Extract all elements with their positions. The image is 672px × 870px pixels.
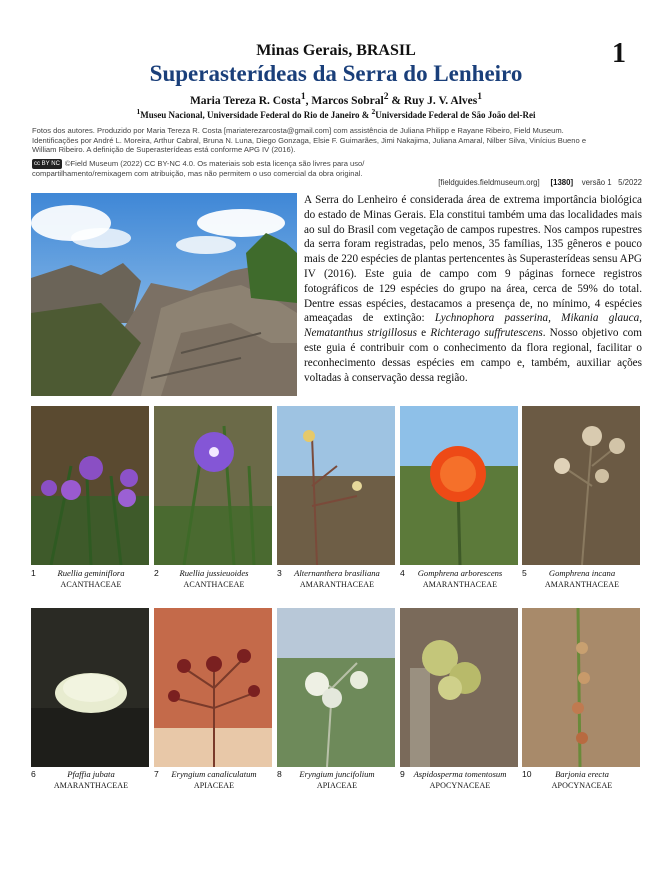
species-family: APIACEAE <box>193 781 235 790</box>
species-photo <box>31 608 149 767</box>
affil-sup: 1 <box>136 107 141 116</box>
species-family: APOCYNACEAE <box>429 781 491 790</box>
species-name: Ruellia jussieuoides <box>179 568 249 578</box>
species-family: ACANTHACEAE <box>183 580 245 589</box>
species-photo <box>277 608 395 767</box>
species-family: AMARANTHACEAE <box>544 580 620 589</box>
species-name: Gomphrena arborescens <box>417 568 503 578</box>
guide-date: 5/2022 <box>618 178 642 187</box>
species-number: 8 <box>277 769 282 779</box>
credits-line: William Ribeiro. A definição de Superasterídeas está conforme APG IV (2016). <box>32 145 296 155</box>
intro-text: A Serra do Lenheiro é considerada área de extrema importância biológica do estado de Minas Gerais. Ela constitui também uma das localidades mais ao sul do Brasil com vegetação de campos rupestres. Nos campos rupestres da serra foram registradas, pelo menos, 35 famílias, 135 gêneros e pouco mais de 220 espécies de plantas pertencentes às Superasterídeas sensu APG IV (2016). Este guia de campo com 9 páginas fornece registros fotográficos de 129 espécies do grupo na área, cerca de 59% do total. Dentre essas espécies, destacamos a presença de, no mínimo, 4 espécies ameaçadas de extinção: <box>304 194 643 325</box>
authors-line <box>0 91 672 107</box>
author-affil-sup: 1 <box>477 91 483 102</box>
species-name: Gomphrena incana <box>548 568 616 578</box>
species-caption <box>31 769 151 791</box>
page-title: Superasterídeas da Serra do Lenheiro <box>149 61 523 86</box>
page-number: 1 <box>612 38 626 69</box>
species-name: Eryngium juncifolium <box>299 769 375 779</box>
intro-paragraph <box>304 193 642 385</box>
intro-text: . Nosso objetivo com este guia é contribuir com o conhecimento da flora regional, facilitar o reconhecimento dessas espécies em campo e, também, auxiliar ações voltadas à conservação dessa região. <box>304 327 642 384</box>
species-caption <box>400 769 520 791</box>
author-affil-sup: 2 <box>383 91 389 102</box>
species-number: 7 <box>154 769 159 779</box>
species-name: Barjonia erecta <box>555 769 609 779</box>
guide-id: [1380] <box>550 178 574 187</box>
species-photo <box>400 406 518 565</box>
species-photo <box>154 406 272 565</box>
species-family: APOCYNACEAE <box>551 781 613 790</box>
species-number: 4 <box>400 568 405 578</box>
credits-line: Fotos dos autores. Produzido por Maria Tereza R. Costa [mariaterezarcosta@gmail.com] com assistência de Juliana Philipp e Rayane Ribeiro, Field Museum. <box>32 126 564 135</box>
species-photo <box>400 608 518 767</box>
species-number: 5 <box>522 568 527 578</box>
species-name: Aspidosperma tomentosum <box>413 769 507 779</box>
threatened-species: Richterago suffrutescens <box>430 327 543 340</box>
species-name: Alternanthera brasiliana <box>294 568 380 578</box>
author-separator: , <box>305 94 312 107</box>
license-block <box>32 159 642 179</box>
species-caption <box>31 568 151 590</box>
guide-info <box>400 178 642 187</box>
credits-line: Identificações por André L. Moreira, Arthur Cabral, Bruna N. Luna, Diego Gonzaga, Elsie F. Guimarães, Jimi Nakajima, Juliana Amaral, Nilber Silva, Vinícius Bueno e <box>32 135 587 145</box>
region-heading: Minas Gerais, BRASIL <box>256 42 416 59</box>
affil-text: Universidade Federal de São João del-Rei <box>375 110 536 120</box>
species-caption <box>522 769 642 791</box>
species-caption <box>400 568 520 590</box>
species-caption <box>277 769 397 791</box>
license-text: compartilhamento/remixagem com atribuição, mas não permitem o uso comercial da obra original. <box>32 169 363 178</box>
species-family: AMARANTHACEAE <box>299 580 375 589</box>
landscape-photo <box>31 193 297 396</box>
species-photo <box>154 608 272 767</box>
credits-block <box>32 126 642 155</box>
species-family: AMARANTHACEAE <box>53 781 129 790</box>
species-caption <box>522 568 642 590</box>
species-number: 3 <box>277 568 282 578</box>
species-name: Eryngium canaliculatum <box>171 769 257 779</box>
guide-version: versão 1 <box>581 178 612 187</box>
cc-license-icon: cc BY NC <box>34 161 60 167</box>
affiliations-line <box>0 107 672 120</box>
affil-text: Museu Nacional, Universidade Federal do Rio de Janeiro & <box>140 110 372 120</box>
species-caption <box>154 769 274 791</box>
author-name: Ruy J. V. Alves <box>403 94 478 107</box>
species-family: ACANTHACEAE <box>60 580 122 589</box>
species-name: Ruellia geminiflora <box>57 568 125 578</box>
species-number: 6 <box>31 769 36 779</box>
species-family: APIACEAE <box>316 781 358 790</box>
species-photo <box>31 406 149 565</box>
guide-site-link[interactable]: [fieldguides.fieldmuseum.org] <box>438 178 540 187</box>
author-name: Marcos Sobral <box>311 94 384 107</box>
species-number: 10 <box>522 769 532 779</box>
species-caption <box>277 568 397 590</box>
species-number: 1 <box>31 568 36 578</box>
species-caption <box>154 568 274 590</box>
species-name: Pfaffia jubata <box>67 769 115 779</box>
affil-sup: 2 <box>371 107 376 116</box>
author-separator: & <box>388 94 404 107</box>
species-photo <box>277 406 395 565</box>
intro-text: e <box>416 327 431 340</box>
author-affil-sup: 1 <box>300 91 306 102</box>
license-text: ©Field Museum (2022) CC BY-NC 4.0. Os materiais sob esta licença são livres para uso/ <box>64 159 365 168</box>
author-name: Maria Tereza R. Costa <box>189 94 301 107</box>
species-family: AMARANTHACEAE <box>422 580 498 589</box>
species-number: 9 <box>400 769 405 779</box>
species-photo <box>522 406 640 565</box>
species-number: 2 <box>154 568 159 578</box>
threatened-species: Lychnophora passerina, Mikania glauca, Nematanthus strigillosus <box>304 312 642 340</box>
species-photo <box>522 608 640 767</box>
